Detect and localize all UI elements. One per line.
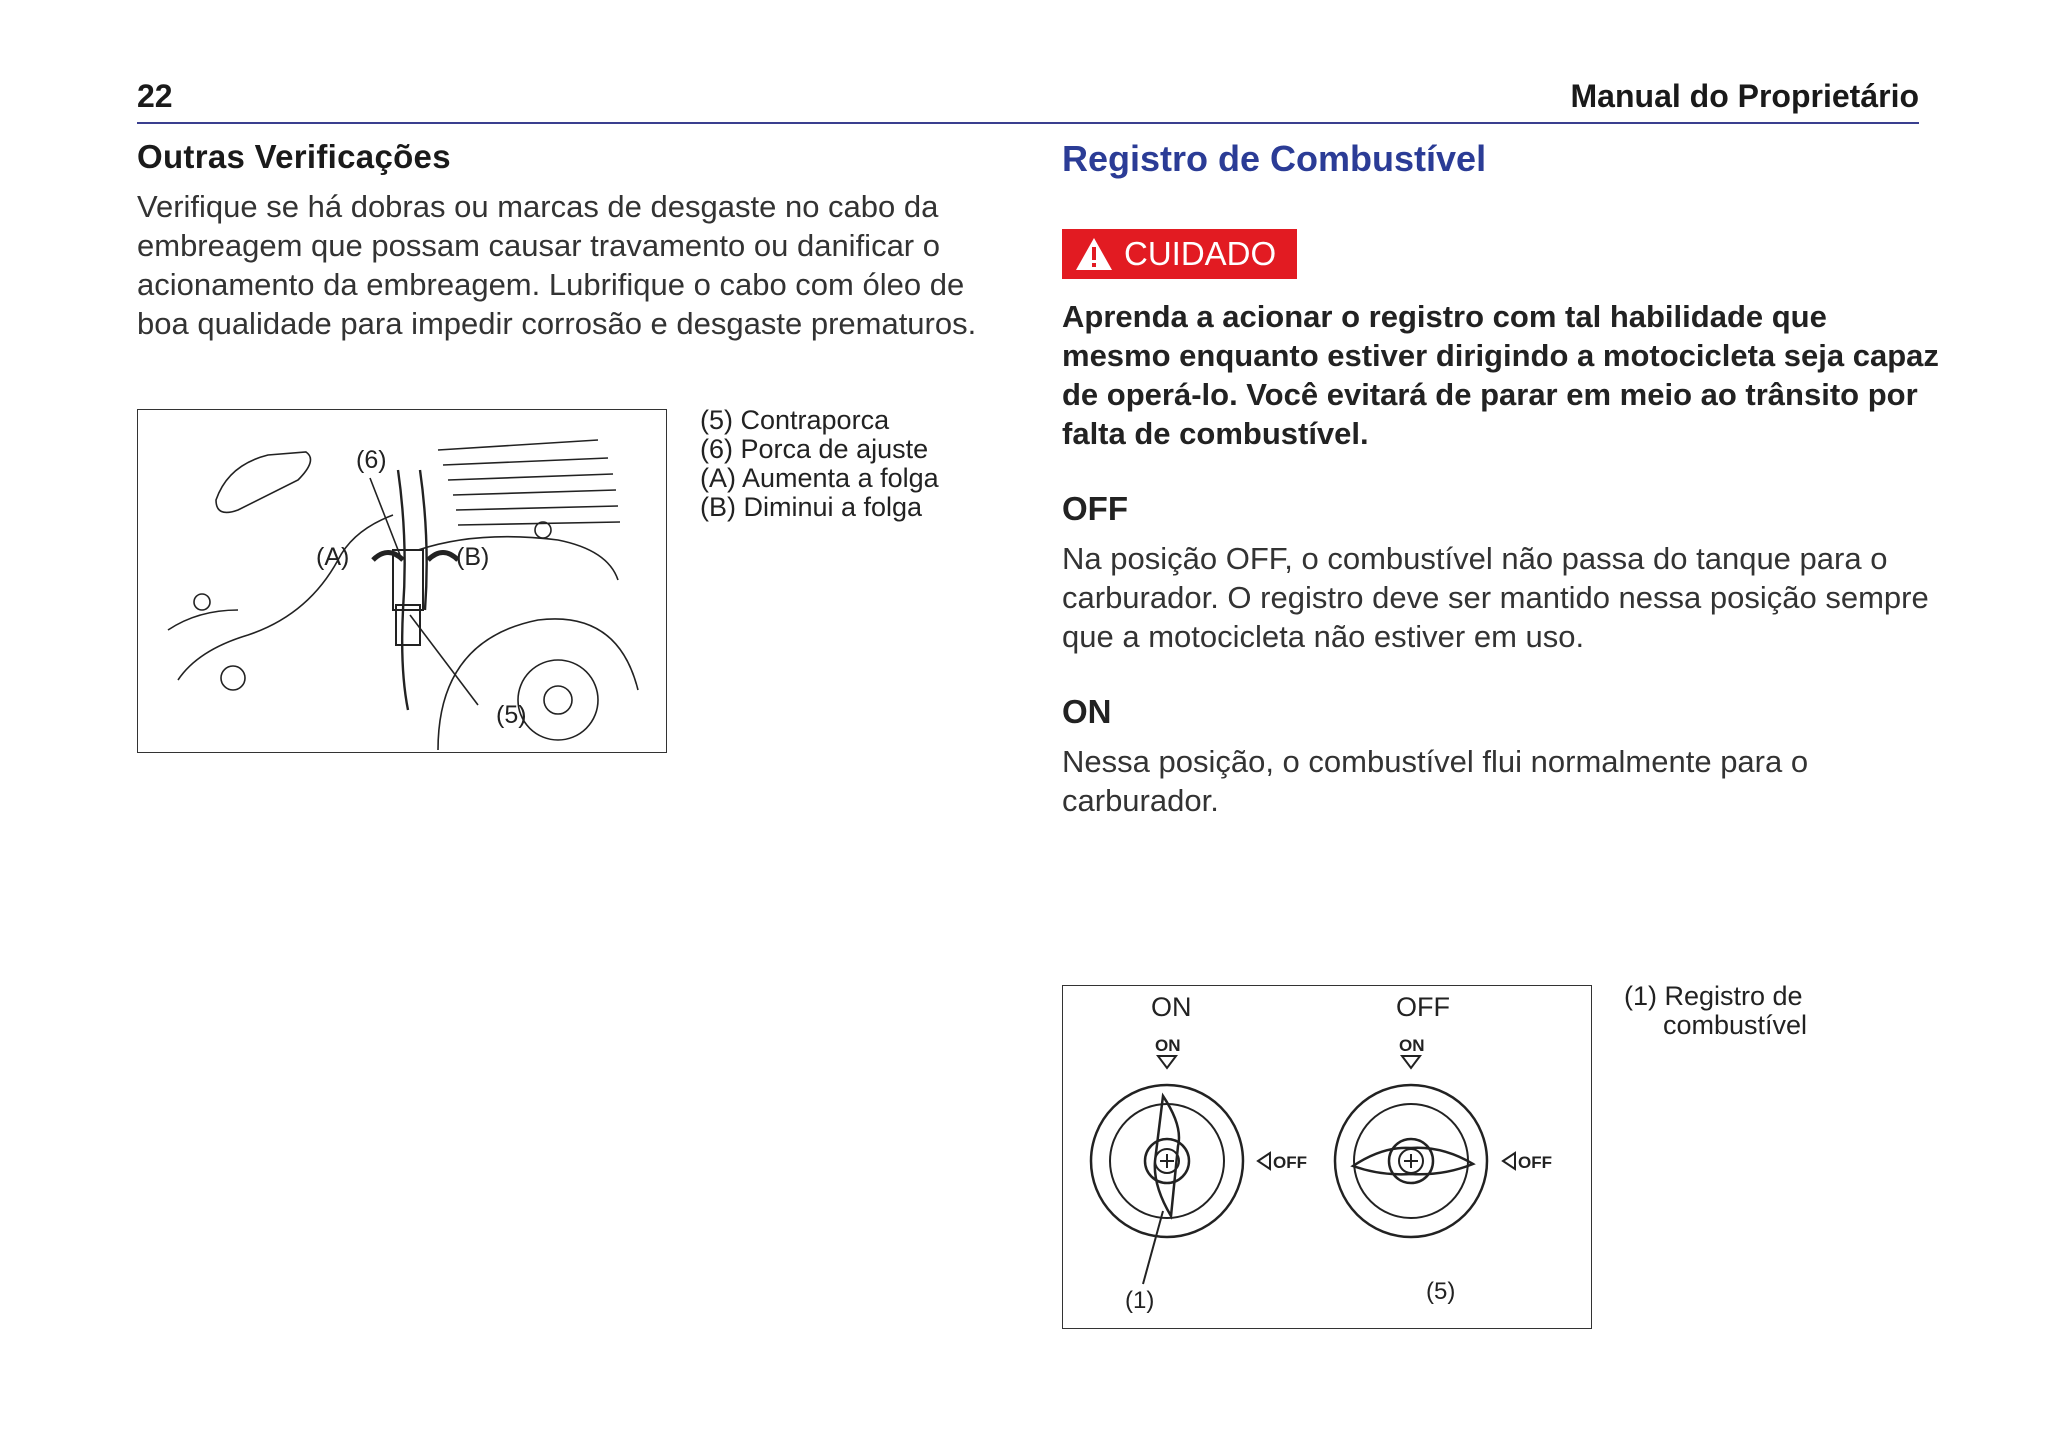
on-heading: ON [1062,693,1112,730]
off-mark-2: OFF [1518,1153,1552,1172]
section-heading-other-checks: Outras Verificações [137,138,451,175]
figure-label-a: (A) [316,543,350,571]
figure-label-6: (6) [356,446,387,474]
caption-item: (A) Aumenta a folga [700,463,939,493]
header-divider [137,122,1919,124]
clutch-cable-illustration [138,410,666,752]
clutch-figure-captions [700,406,939,522]
page-number: 22 [137,78,173,114]
fuel-valve-figure [1062,985,1592,1329]
section-heading-fuel-valve: Registro de Combustível [1062,138,1487,179]
on-mark-2: ON [1399,1036,1425,1055]
callout-5: (5) [1426,1278,1456,1305]
caption-item: (B) Diminui a folga [700,492,923,522]
figure-label-b: (B) [456,543,490,571]
caption-item: (5) Contraporca [700,405,890,435]
caption-item: (6) Porca de ajuste [700,434,929,464]
clutch-cable-figure [137,409,667,753]
on-mark: ON [1155,1036,1181,1055]
on-description: Nessa posição, o combustível flui normalmente para o carburador. [1062,744,1809,818]
valve-position-on-label: ON [1151,992,1192,1022]
callout-1: (1) [1125,1287,1155,1314]
warning-badge [1062,229,1297,279]
warning-label: CUIDADO [1124,235,1277,272]
other-checks-paragraph: Verifique se há dobras ou marcas de desgaste no cabo da embreagem que possam causar travamento ou danificar o acionamento da embreagem. Lubrifique o cabo com óleo de boa qualidade para impedir corrosão e desgaste prematuros. [137,189,977,341]
figure-label-5: (5) [496,701,527,729]
fuel-valve-caption [1624,982,1807,1040]
valve-position-off-label: OFF [1396,992,1450,1022]
off-description: Na posição OFF, o combustível não passa do tanque para o carburador. O registro deve ser mantido nessa posição sempre que a motocicleta não estiver em uso. [1062,541,1929,654]
off-mark: OFF [1273,1153,1307,1172]
caption-line: (1) Registro de [1624,981,1803,1011]
fuel-valve-illustration [1063,986,1591,1328]
caption-line: combustível [1663,1010,1808,1040]
warning-triangle-icon [1074,236,1114,272]
off-heading: OFF [1062,490,1128,527]
warning-text: Aprenda a acionar o registro com tal habilidade que mesmo enquanto estiver dirigindo a motocicleta seja capaz de operá-lo. Você evitará de parar em meio ao trânsito por falta de combustível. [1062,299,1939,451]
manual-title: Manual do Proprietário [1570,78,1919,114]
